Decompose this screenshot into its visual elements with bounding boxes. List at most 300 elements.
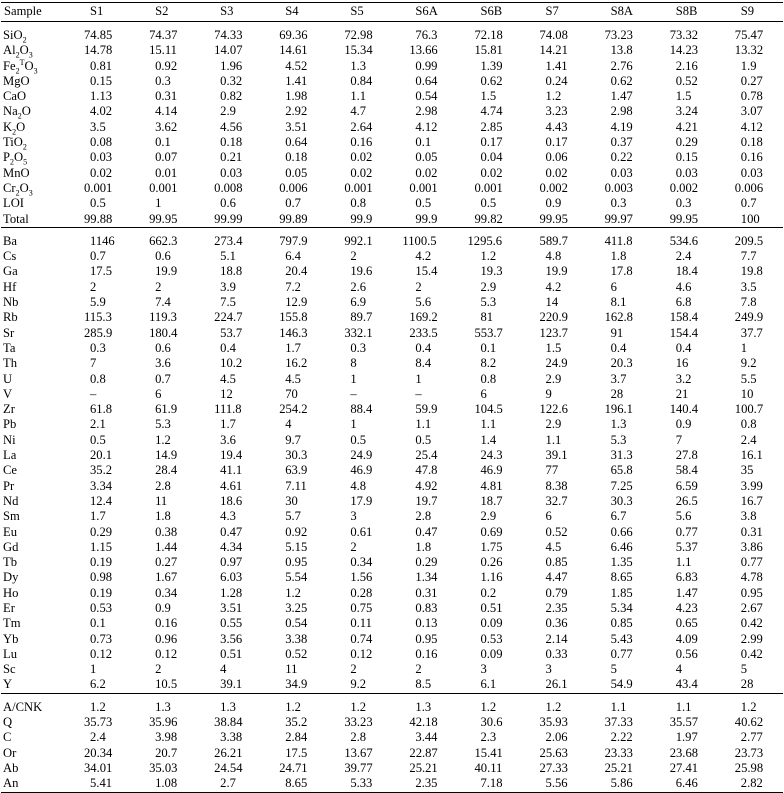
cell-s2: 1.44 [155,539,178,554]
cell-s5: 1 [350,417,357,432]
cell-s5: 8 [350,356,357,371]
cell-s8a: 28 [610,386,624,401]
cell-s1: 0.5 [90,432,106,447]
table-row [1,433,783,448]
cell-s6a: 5.6 [415,295,432,310]
cell-s1: 7 [90,356,97,371]
cell-s2: 1 [155,196,162,211]
cell-s6b: 0.04 [480,150,503,165]
row-label-label: Al [3,43,16,58]
cell-s6b: 0.09 [480,646,503,661]
cell-s4: 2.84 [285,730,308,745]
cell-s3: 3.56 [220,631,243,646]
row-label-label: Dy [3,570,19,585]
cell-s6a: 0.001 [409,180,438,195]
row-label [1,677,67,693]
cell-s6b: 1295.6 [467,233,503,248]
cell-s2: 1.3 [155,699,171,714]
table-row [1,540,783,555]
cell-s6b: 1.16 [480,570,503,585]
cell-s1: 0.15 [90,73,113,88]
cell-s1: 17.5 [90,264,113,279]
cell-s6b: 0.17 [480,135,503,150]
cell-s7: 77 [545,463,559,478]
cell-s7: 3.23 [545,104,568,119]
row-label-label: Ba [3,233,17,248]
cell-s6b: 0.1 [480,340,497,355]
row-label-label2: O [14,150,24,165]
cell-s9: 1 [740,340,748,355]
row-label [1,326,67,341]
cell-s6b: 6 [480,386,487,401]
cell-s4: 0.05 [285,165,308,180]
table-row [1,494,783,509]
cell-s3: 5.1 [220,249,236,264]
row-label-label: SiO [3,28,23,42]
cell-s3: 2.7 [220,776,236,791]
cell-s1: 0.29 [90,524,113,539]
cell-s7: 2.06 [545,730,568,745]
cell-s6a: 15.4 [415,264,438,279]
row-label [1,494,67,509]
cell-s6b: 0.09 [480,616,503,631]
row-label-label: Eu [3,524,17,539]
cell-s4: 7.11 [285,478,307,493]
cell-s4: 4 [285,417,292,432]
row-label [1,341,67,356]
cell-s9: 9.2 [740,356,757,371]
cell-s6a: 233.5 [409,325,438,340]
row-label-sub: 2 [15,188,20,198]
table-row [1,570,783,585]
cell-s6a: 0.1 [415,135,432,150]
row-label [1,570,67,585]
cell-s5: 0.28 [350,585,373,600]
cell-s4: 254.2 [279,402,308,417]
cell-s9: 10 [740,386,754,401]
cell-s2: 2 [155,279,162,294]
table-row [1,196,783,211]
row-label-label2: O [16,119,26,134]
row-label-sub2: 3 [28,188,33,198]
cell-s8b: 0.15 [675,150,698,165]
row-label [1,196,67,211]
table-row [1,120,783,135]
row-label-sup: T [19,57,25,67]
row-label-label: TiO [3,135,23,150]
row-label [1,776,67,792]
cell-s6b: 46.9 [480,463,503,478]
cell-s3: 4.61 [220,478,243,493]
table-row [1,181,783,196]
cell-s3: 26.21 [214,745,243,760]
table-row [1,448,783,463]
cell-s8a: 6 [610,279,617,294]
cell-s1: 0.001 [84,180,113,195]
cell-s6b: 0.001 [474,180,503,195]
row-label-label: Ni [3,432,16,447]
cell-s3: 0.47 [220,524,243,539]
cell-s5: 0.61 [350,524,373,539]
cell-s6b: 553.7 [474,325,503,340]
cell-s4: 1.7 [285,340,301,355]
cell-s1: 0.81 [90,58,113,73]
row-label [1,43,67,58]
cell-s5: 99.9 [350,211,373,226]
cell-s5: 2 [350,539,357,554]
row-label-label: Fe [3,58,16,73]
cell-s9: 3.07 [740,104,763,119]
cell-s4: 69.36 [279,28,308,42]
cell-s1: 3.34 [90,478,113,493]
cell-s8b: 0.56 [675,646,698,661]
cell-s4: 4.52 [285,58,308,73]
cell-s1: 35.2 [90,463,113,478]
row-label [1,540,67,555]
cell-s1: 1146 [90,233,115,248]
cell-s8a: 5.86 [610,776,633,791]
row-label-sub: 2 [15,66,20,76]
row-label-sub: 2 [12,127,17,137]
cell-s4: 3.25 [285,600,308,615]
cell-s9: 19.8 [740,264,763,279]
cell-s9: 40.62 [734,715,764,730]
cell-s8b: 58.4 [675,463,698,478]
cell-s6a: 2 [415,662,422,677]
cell-s6b: 0.69 [480,524,503,539]
cell-s1: 0.02 [90,165,113,180]
row-label-label: LOI [3,196,24,211]
cell-s9: 13.32 [734,43,764,58]
cell-s1: 0.19 [90,555,113,570]
cell-s3: 0.51 [220,646,243,661]
cell-s7: 589.7 [539,233,568,248]
cell-s3: 1.28 [220,585,243,600]
cell-s3: 12 [220,386,233,401]
cell-s8b: 154.4 [669,325,699,340]
cell-s6a: 99.9 [415,211,438,226]
table-row [1,212,783,228]
cell-s9: 3.99 [740,478,763,493]
cell-s5: 992.1 [344,233,373,248]
row-label [1,402,67,417]
cell-s6a: 0.83 [415,600,438,615]
cell-s3: 1.96 [220,58,243,73]
cell-s7: 220.9 [539,310,568,325]
cell-s8b: 0.002 [669,180,699,195]
indices-norm-section [1,693,783,792]
row-label [1,730,67,745]
cell-s1: 20.34 [84,745,113,760]
table-row [1,341,783,356]
row-label [1,433,67,448]
row-label-label: Zr [3,402,15,417]
cell-s5: 15.34 [344,43,373,58]
cell-s8a: 73.23 [604,28,633,42]
cell-s2: 1.08 [155,776,178,791]
cell-s1: 1.13 [90,89,113,104]
table-row [1,22,783,44]
cell-s5: 88.4 [350,402,373,417]
table-row [1,43,783,58]
cell-s4: 0.18 [285,150,308,165]
cell-s2: 0.6 [155,249,171,264]
cell-s7: 6 [545,509,552,524]
table-row [1,479,783,494]
cell-s3: 39.1 [220,677,243,692]
row-label [1,715,67,730]
cell-s2: 74.37 [149,28,178,42]
cell-s9: 1.9 [740,58,757,73]
row-label [1,693,67,715]
cell-s7: 1.2 [545,89,562,104]
cell-s9: 0.42 [740,646,763,661]
cell-s4: 30 [285,493,298,508]
row-label [1,310,67,325]
row-label-label: Nd [3,493,19,508]
cell-s3: 3.9 [220,279,236,294]
table-row [1,586,783,601]
row-label-label: Sr [3,325,15,340]
cell-s9: 2.4 [740,432,757,447]
cell-s1: 0.98 [90,570,113,585]
row-label-label: Gd [3,539,19,554]
cell-s9: 16.7 [740,493,763,508]
cell-s5: 13.67 [344,745,373,760]
cell-s7: 1.5 [545,340,562,355]
cell-s6a: 0.16 [415,646,438,661]
header-s1: S1 [90,4,104,19]
cell-s4: 9.7 [285,432,301,447]
cell-s6a: 42.18 [409,715,438,730]
cell-s7: 2.14 [545,631,568,646]
row-label [1,555,67,570]
cell-s9: 0.77 [740,555,763,570]
cell-s6b: 1.4 [480,432,497,447]
cell-s2: 0.001 [149,180,178,195]
cell-s4: 1.2 [285,585,301,600]
cell-s4: 0.54 [285,616,308,631]
row-label [1,746,67,761]
header-sample: Sample [4,4,42,19]
cell-s4: 14.61 [279,43,308,58]
cell-s5: 19.6 [350,264,373,279]
row-label-label: Na [3,104,18,119]
cell-s5: 1.56 [350,570,373,585]
cell-s2: 0.07 [155,150,178,165]
cell-s7: 9 [545,386,552,401]
cell-s4: 63.9 [285,463,308,478]
cell-s4: 12.9 [285,295,308,310]
cell-s2: 0.3 [155,73,171,88]
row-label-label: V [3,386,13,401]
row-label-sub: 2 [22,35,27,45]
cell-s3: 0.6 [220,196,236,211]
cell-s7: 4.43 [545,119,568,134]
cell-s6b: 0.8 [480,371,497,386]
cell-s8a: 0.85 [610,616,633,631]
cell-s8b: 27.8 [675,448,698,463]
cell-s6a: 0.5 [415,196,432,211]
cell-s8b: 99.95 [669,211,699,226]
cell-s9: 75.47 [734,28,764,42]
cell-s8a: 411.8 [604,233,633,248]
row-label [1,166,67,181]
row-label-label: Rb [3,310,18,325]
table-row [1,89,783,104]
cell-s2: 35.96 [149,715,178,730]
cell-s3: 0.03 [220,165,243,180]
cell-s8a: 2.22 [610,730,633,745]
cell-s8a: 1.1 [610,699,627,714]
row-label-label: Pb [3,417,17,432]
cell-s3: 53.7 [220,325,243,340]
cell-s9: 4.78 [740,570,763,585]
cell-s7: 0.17 [545,135,568,150]
cell-s8a: 1.47 [610,89,633,104]
table-row [1,227,783,249]
cell-s9: 3.5 [740,279,757,294]
table-row [1,59,783,74]
cell-s2: 3.6 [155,356,171,371]
cell-s3: 224.7 [214,310,243,325]
cell-s6b: 0.02 [480,165,503,180]
cell-s7: 25.63 [539,745,568,760]
cell-s2: 0.12 [155,646,178,661]
cell-s8b: 3.2 [675,371,692,386]
cell-s6a: 19.7 [415,493,438,508]
table-row [1,693,783,715]
cell-s9: 0.03 [740,165,763,180]
cell-s8b: 21 [675,386,689,401]
cell-s4: 16.2 [285,356,308,371]
cell-s4: 3.38 [285,631,308,646]
cell-s4: 30.3 [285,448,308,463]
cell-s6b: 1.5 [480,89,497,104]
cell-s5: 9.2 [350,677,367,692]
cell-s5: 0.12 [350,646,373,661]
table-row [1,776,783,792]
cell-s4: 0.95 [285,555,308,570]
cell-s8b: 158.4 [669,310,699,325]
cell-s6b: 15.41 [474,745,503,760]
row-label [1,181,67,196]
row-label-label2: O [24,58,34,73]
cell-s6a: 1 [415,371,422,386]
cell-s8a: 0.003 [604,180,633,195]
cell-s6a: 0.54 [415,89,438,104]
table-row [1,417,783,432]
cell-s6a: 3.44 [415,730,438,745]
cell-s5: 72.98 [344,28,373,42]
cell-s3: 74.33 [214,28,243,42]
cell-s9: 5 [740,662,748,677]
cell-s6a: 13.66 [409,43,438,58]
cell-s2: 15.11 [149,43,177,58]
row-label-label: Lu [3,646,17,661]
table-row [1,509,783,524]
table-row [1,280,783,295]
cell-s6b: 81 [480,310,494,325]
header-row [1,3,783,22]
header-s4: S4 [285,4,299,19]
header-s8a: S8A [610,4,634,19]
cell-s4: 2.92 [285,104,308,119]
cell-s2: 6 [155,386,162,401]
header-s7: S7 [545,4,559,19]
cell-s9: 2.99 [740,631,763,646]
cell-s7: 0.02 [545,165,568,180]
row-label [1,356,67,371]
table-row [1,662,783,677]
cell-s6a: 0.95 [415,631,438,646]
cell-s9: 2.77 [740,730,763,745]
cell-s8a: 1.3 [610,417,627,432]
cell-s2: 1.67 [155,570,178,585]
cell-s9: 28 [740,677,754,692]
row-label-sub: 2 [22,142,27,152]
row-label-label: Ta [3,340,16,355]
row-label-label: Total [3,211,29,226]
cell-s5: 0.5 [350,432,367,447]
cell-s1: 1.7 [90,509,106,524]
cell-s5: 0.02 [350,165,373,180]
table-row [1,104,783,119]
cell-s8a: 91 [610,325,624,340]
cell-s8a: 5.34 [610,600,633,615]
cell-s9: 16.1 [740,448,763,463]
cell-s1: 0.1 [90,616,106,631]
row-label [1,525,67,540]
table-row [1,356,783,371]
cell-s8a: 99.97 [604,211,633,226]
cell-s1: 1.2 [90,699,106,714]
cell-s9: 37.7 [740,325,763,340]
cell-s1: 6.2 [90,677,106,692]
cell-s8b: 5.37 [675,539,698,554]
row-label-label: Hf [3,279,17,294]
cell-s8b: 1.1 [675,699,692,714]
cell-s9: 7.7 [740,249,757,264]
cell-s7: 19.9 [545,264,568,279]
row-label [1,264,67,279]
cell-s5: 1.2 [350,699,367,714]
cell-s6a: 2 [415,279,422,294]
cell-s6a: 25.4 [415,448,438,463]
cell-s6b: 0.62 [480,73,503,88]
row-label-label: Th [3,356,17,371]
row-label [1,616,67,631]
row-label-label: K [3,119,13,134]
cell-s2: 0.16 [155,616,178,631]
cell-s5: 2.6 [350,279,367,294]
table-row [1,715,783,730]
row-label-label: Ce [3,463,17,478]
cell-s7: 35.93 [539,715,568,730]
cell-s6b: 15.81 [474,43,503,58]
cell-s2: 0.38 [155,524,178,539]
cell-s3: 41.1 [220,463,243,478]
cell-s5: 0.3 [350,340,367,355]
table-row [1,601,783,616]
cell-s7: 1.1 [545,432,562,447]
row-label-label: Yb [3,631,19,646]
cell-s8b: 1.5 [675,89,692,104]
cell-s9: 0.16 [740,150,763,165]
cell-s8b: 27.41 [669,760,699,775]
row-label-label: Or [3,745,17,760]
cell-s6a: 0.13 [415,616,438,631]
